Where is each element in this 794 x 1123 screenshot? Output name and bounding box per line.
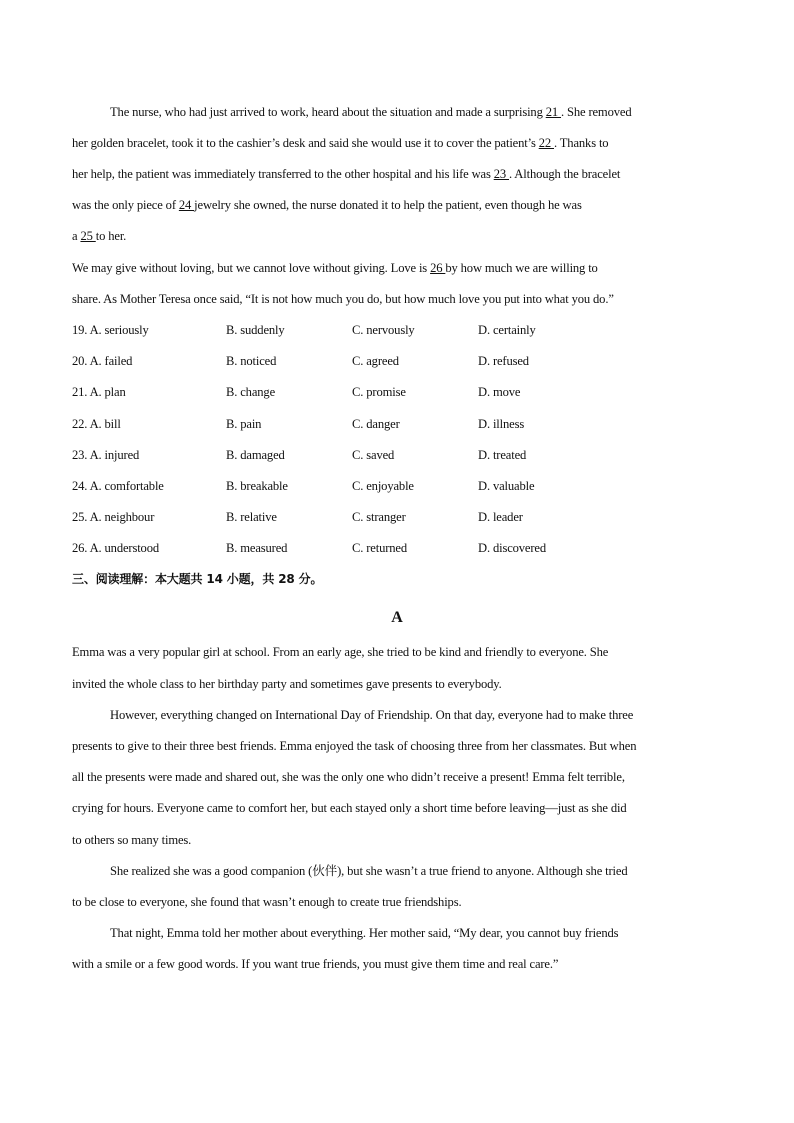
blank-26: 26 (430, 261, 446, 275)
option-21-b: B. change (226, 385, 276, 399)
cloze-text: The nurse, who had just arrived to work, heard about the situation and made a surprising (110, 105, 546, 119)
option-21-a: 21. A. plan (72, 385, 126, 399)
option-20-c: C. agreed (352, 354, 399, 368)
option-20-d: D. refused (478, 354, 529, 368)
option-25-c: C. stranger (352, 510, 406, 524)
blank-24: 24 (178, 198, 195, 212)
passage-line: invited the whole class to her birthday party and sometimes gave presents to everybody. (72, 677, 502, 691)
cloze-text: to her. (95, 229, 127, 243)
cloze-text: was the only piece of (72, 198, 179, 212)
blank-25: 25 (80, 229, 96, 243)
option-24-a: 24. A. comfortable (72, 479, 164, 493)
option-26-b: B. measured (226, 541, 288, 555)
option-26-a: 26. A. understood (72, 541, 160, 555)
passage-title: A (391, 609, 403, 626)
option-24-b: B. breakable (226, 479, 288, 493)
cloze-line (72, 135, 608, 151)
passage-line: She realized she was a good companion (伙伴), but she wasn’t a true friend to anyone. Although she tried (110, 864, 628, 878)
cloze-text: . Thanks to (554, 136, 609, 150)
option-23-d: D. treated (478, 448, 527, 462)
blank-21: 21 (545, 105, 562, 119)
passage-line: with a smile or a few good words. If you want true friends, you must give them time and real care.” (72, 957, 559, 971)
cloze-text: her golden bracelet, took it to the cashier’s desk and said she would use it to cover the patient’s (72, 136, 539, 150)
cloze-line: share. As Mother Teresa once said, “It is not how much you do, but how much love you put into what you do.” (72, 292, 614, 306)
option-19-b: B. suddenly (226, 323, 285, 337)
cloze-text: by how much we are willing to (445, 261, 598, 275)
passage-line: to others so many times. (72, 833, 192, 847)
cloze-line (72, 166, 620, 182)
cloze-text: jewelry she owned, the nurse donated it to help the patient, even though he was (194, 198, 582, 212)
cloze-line (72, 197, 582, 213)
option-25-d: D. leader (478, 510, 523, 524)
option-21-c: C. promise (352, 385, 406, 399)
blank-23: 23 (493, 167, 509, 181)
passage-line: However, everything changed on International Day of Friendship. On that day, everyone had to make three (110, 708, 634, 722)
cloze-text: We may give without loving, but we cannot love without giving. Love is (72, 261, 431, 275)
option-22-b: B. pain (226, 417, 262, 431)
passage-line: all the presents were made and shared out, she was the only one who didn’t receive a present! Emma felt terrible, (72, 770, 625, 784)
option-19-c: C. nervously (352, 323, 415, 337)
option-19-d: D. certainly (478, 323, 536, 337)
cloze-line (72, 228, 126, 244)
option-26-c: C. returned (352, 541, 408, 555)
cloze-text: a (72, 229, 81, 243)
passage-line: presents to give to their three best friends. Emma enjoyed the task of choosing three from her classmates. But when (72, 739, 637, 753)
option-21-d: D. move (478, 385, 521, 399)
option-22-c: C. danger (352, 417, 400, 431)
cloze-line (72, 260, 598, 276)
option-19-a: 19. A. seriously (72, 323, 149, 337)
passage-line: Emma was a very popular girl at school. From an early age, she tried to be kind and friendly to everyone. She (72, 645, 609, 659)
option-23-b: B. damaged (226, 448, 285, 462)
option-22-d: D. illness (478, 417, 525, 431)
option-23-c: C. saved (352, 448, 395, 462)
option-23-a: 23. A. injured (72, 448, 140, 462)
option-20-a: 20. A. failed (72, 354, 133, 368)
section-heading: 三、阅读理解：本大题共 14 小题，共 28 分。 (72, 572, 323, 586)
option-25-b: B. relative (226, 510, 277, 524)
option-26-d: D. discovered (478, 541, 546, 555)
cloze-line (110, 104, 631, 120)
option-24-d: D. valuable (478, 479, 535, 493)
blank-22: 22 (538, 136, 554, 150)
passage-line: crying for hours. Everyone came to comfort her, but each stayed only a short time before leaving—just as she did (72, 801, 627, 815)
cloze-text: . She removed (561, 105, 632, 119)
option-20-b: B. noticed (226, 354, 277, 368)
cloze-text: her help, the patient was immediately transferred to the other hospital and his life was (72, 167, 494, 181)
cloze-text: . Although the bracelet (509, 167, 621, 181)
option-22-a: 22. A. bill (72, 417, 121, 431)
passage-line: That night, Emma told her mother about everything. Her mother said, “My dear, you cannot buy friends (110, 926, 619, 940)
option-25-a: 25. A. neighbour (72, 510, 155, 524)
option-24-c: C. enjoyable (352, 479, 414, 493)
passage-line: to be close to everyone, she found that wasn’t enough to create true friendships. (72, 895, 462, 909)
